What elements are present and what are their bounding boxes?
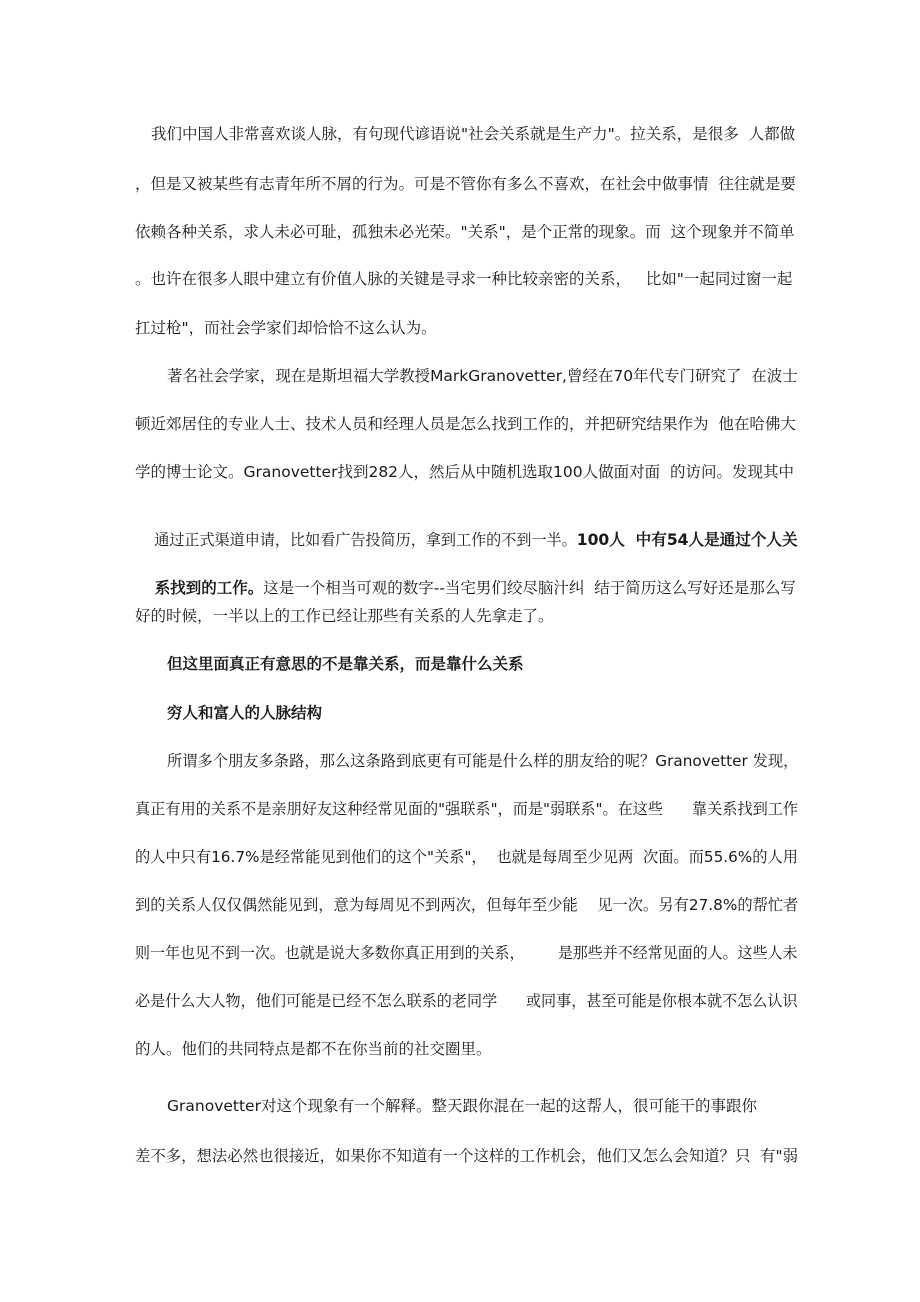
p3-line-7: 的人。他们的共同特点是都不在你当前的社交圈里。: [135, 1040, 492, 1058]
p2-bold-b: 系找到的工作。: [154, 579, 264, 597]
heading-1: 但这里面真正有意思的不是靠关系，而是靠什么关系: [167, 655, 524, 673]
p3-line-5: 则一年也见不到一次。也就是说大多数你真正用到的关系， 是那些并不经常见面的人。这些人未: [135, 944, 798, 962]
p3-line-4: 到的关系人仅仅偶然能见到，意为每周见不到两次，但每年至少能 见一次。另有27.8%的帮忙者: [135, 896, 799, 914]
p2-bold-a: 100人 中有54人是通过个人关: [576, 530, 798, 549]
heading-2: 穷人和富人的人脉结构: [167, 704, 323, 722]
p1-line-5: 扛过枪"，而社会学家们却恰恰不这么认为。: [135, 319, 437, 337]
p2-line-4-text: 通过正式渠道申请，比如看广告投简历，拿到工作的不到一半。: [154, 531, 577, 549]
p4-line-1: Granovetter对这个现象有一个解释。整天跟你混在一起的这帮人，很可能干的事跟你: [167, 1097, 757, 1115]
p3-line-3: 的人中只有16.7%是经常能见到他们的这个"关系"， 也就是每周至少见两 次面。而55.6%的人用: [135, 848, 798, 866]
p2-line-5-text: 这是一个相当可观的数字--当宅男们绞尽脑汁纠 结于简历这么写好还是那么写: [263, 579, 796, 597]
p3-line-1: 所谓多个朋友多条路，那么这条路到底更有可能是什么样的朋友给的呢？Granovetter 发现，: [167, 752, 799, 770]
p2-line-1: 著名社会学家，现在是斯坦福大学教授MarkGranovetter,曾经在70年代专门研究了 在波士: [167, 367, 798, 385]
p4-line-2: 差不多，想法必然也很接近，如果你不知道有一个这样的工作机会，他们又怎么会知道？只 有"弱: [135, 1147, 798, 1165]
p3-line-6: 必是什么大人物，他们可能是已经不怎么联系的老同学 或同事，甚至可能是你根本就不怎么认识: [135, 992, 798, 1010]
p1-line-4: 。也许在很多人眼中建立有价值人脉的关键是寻求一种比较亲密的关系， 比如"一起同过窗一起: [135, 270, 793, 288]
p3-line-2: 真正有用的关系不是亲朋好友这种经常见面的"强联系"，而是"弱联系"。在这些 靠关系找到工作: [135, 800, 799, 818]
p2-line-6: 好的时候，一半以上的工作已经让那些有关系的人先拿走了。: [135, 607, 554, 625]
p1-line-2: ，但是又被某些有志青年所不屑的行为。可是不管你有多么不喜欢，在社会中做事情 往往就是要: [135, 175, 796, 193]
p1-line-1: 我们中国人非常喜欢谈人脉，有句现代谚语说"社会关系就是生产力"。拉关系，是很多 人都做: [151, 125, 796, 143]
p2-line-2: 顿近郊居住的专业人士、技术人员和经理人员是怎么找到工作的，并把研究结果作为 他在哈佛大: [135, 415, 796, 433]
p1-line-3: 依赖各种关系，求人未必可耻，孤独未必光荣。"关系"，是个正常的现象。而 这个现象并不简单: [135, 223, 795, 241]
p2-line-3: 学的博士论文。Granovetter找到282人，然后从中随机选取100人做面对面 的访问。发现其中: [135, 463, 794, 481]
